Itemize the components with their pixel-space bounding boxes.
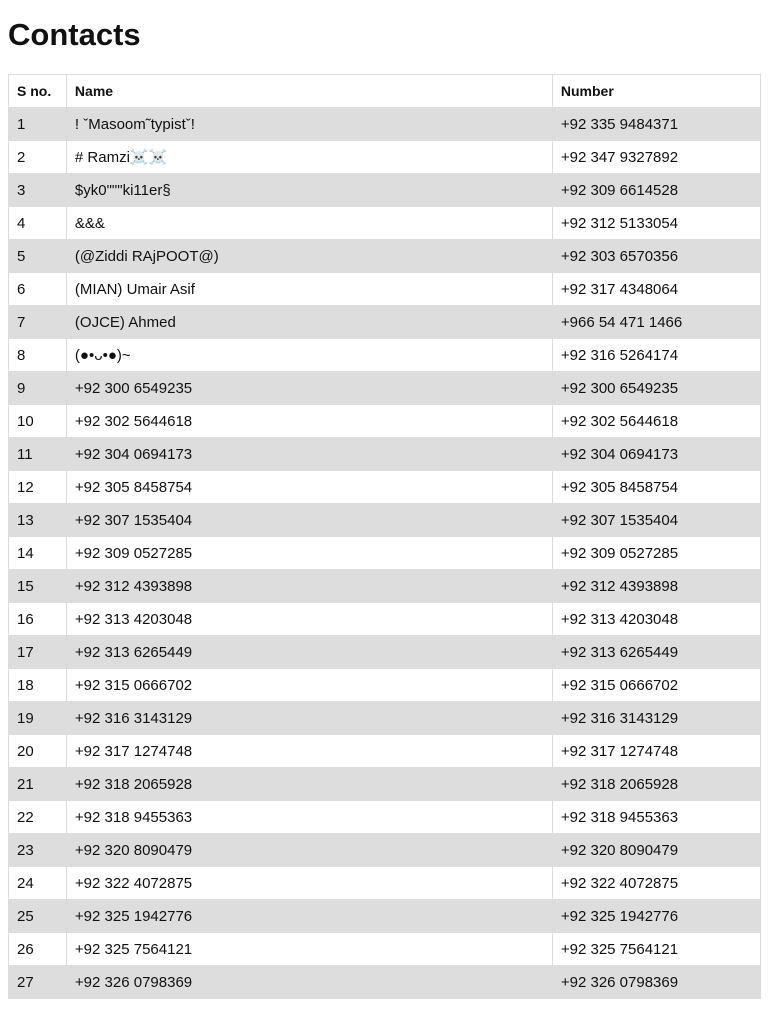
cell-sno: 3 [9, 174, 67, 207]
cell-sno: 19 [9, 702, 67, 735]
header-number: Number [552, 75, 760, 108]
cell-name: (@Ziddi RAjPOOT@) [66, 240, 552, 273]
cell-name: (MIAN) Umair Asif [66, 273, 552, 306]
cell-number: +92 305 8458754 [552, 471, 760, 504]
cell-sno: 22 [9, 801, 67, 834]
table-row [9, 636, 761, 669]
cell-name: ! ˇMasoom˜typistˇ! [66, 108, 552, 141]
cell-sno: 21 [9, 768, 67, 801]
cell-name: +92 325 1942776 [66, 900, 552, 933]
table-row [9, 801, 761, 834]
cell-number: +92 300 6549235 [552, 372, 760, 405]
cell-sno: 26 [9, 933, 67, 966]
cell-name: +92 313 6265449 [66, 636, 552, 669]
cell-number: +92 325 7564121 [552, 933, 760, 966]
page-title: Contacts [8, 17, 141, 52]
cell-name: (OJCE) Ahmed [66, 306, 552, 339]
table-row [9, 504, 761, 537]
table-row [9, 900, 761, 933]
table-row [9, 537, 761, 570]
cell-name: +92 312 4393898 [66, 570, 552, 603]
header-sno: S no. [9, 75, 67, 108]
table-row [9, 207, 761, 240]
cell-name: +92 302 5644618 [66, 405, 552, 438]
cell-name: +92 325 7564121 [66, 933, 552, 966]
cell-sno: 15 [9, 570, 67, 603]
table-row [9, 702, 761, 735]
cell-name: +92 309 0527285 [66, 537, 552, 570]
cell-name: +92 305 8458754 [66, 471, 552, 504]
cell-sno: 18 [9, 669, 67, 702]
cell-name: +92 326 0798369 [66, 966, 552, 999]
cell-number: +92 320 8090479 [552, 834, 760, 867]
cell-sno: 25 [9, 900, 67, 933]
cell-name: +92 318 2065928 [66, 768, 552, 801]
cell-number: +92 309 6614528 [552, 174, 760, 207]
header-row [9, 75, 761, 108]
cell-number: +92 303 6570356 [552, 240, 760, 273]
table-body [9, 108, 761, 999]
table-row [9, 306, 761, 339]
table-row [9, 933, 761, 966]
table-row [9, 438, 761, 471]
cell-number: +92 309 0527285 [552, 537, 760, 570]
cell-number: +92 313 4203048 [552, 603, 760, 636]
cell-name: +92 320 8090479 [66, 834, 552, 867]
table-row [9, 966, 761, 999]
cell-number: +92 322 4072875 [552, 867, 760, 900]
cell-sno: 13 [9, 504, 67, 537]
cell-number: +92 304 0694173 [552, 438, 760, 471]
table-row [9, 372, 761, 405]
cell-name: +92 315 0666702 [66, 669, 552, 702]
cell-number: +92 335 9484371 [552, 108, 760, 141]
cell-sno: 9 [9, 372, 67, 405]
header-name: Name [66, 75, 552, 108]
cell-number: +92 312 4393898 [552, 570, 760, 603]
cell-number: +92 347 9327892 [552, 141, 760, 174]
cell-sno: 17 [9, 636, 67, 669]
table-row [9, 471, 761, 504]
cell-name: &&& [66, 207, 552, 240]
table-row [9, 669, 761, 702]
cell-number: +92 312 5133054 [552, 207, 760, 240]
cell-sno: 2 [9, 141, 67, 174]
cell-sno: 27 [9, 966, 67, 999]
table-row [9, 174, 761, 207]
cell-number: +92 317 1274748 [552, 735, 760, 768]
table-row [9, 339, 761, 372]
cell-number: +966 54 471 1466 [552, 306, 760, 339]
cell-number: +92 315 0666702 [552, 669, 760, 702]
cell-name: +92 304 0694173 [66, 438, 552, 471]
table-row [9, 273, 761, 306]
cell-number: +92 307 1535404 [552, 504, 760, 537]
cell-name: +92 318 9455363 [66, 801, 552, 834]
cell-number: +92 318 9455363 [552, 801, 760, 834]
cell-sno: 4 [9, 207, 67, 240]
cell-sno: 7 [9, 306, 67, 339]
cell-number: +92 313 6265449 [552, 636, 760, 669]
cell-number: +92 326 0798369 [552, 966, 760, 999]
cell-sno: 20 [9, 735, 67, 768]
cell-sno: 14 [9, 537, 67, 570]
cell-name: +92 313 4203048 [66, 603, 552, 636]
cell-sno: 23 [9, 834, 67, 867]
contacts-table [8, 74, 761, 999]
cell-sno: 16 [9, 603, 67, 636]
cell-sno: 24 [9, 867, 67, 900]
cell-number: +92 325 1942776 [552, 900, 760, 933]
cell-number: +92 302 5644618 [552, 405, 760, 438]
table-row [9, 141, 761, 174]
cell-number: +92 316 5264174 [552, 339, 760, 372]
table-row [9, 735, 761, 768]
table-header [9, 75, 761, 108]
table-row [9, 570, 761, 603]
cell-number: +92 318 2065928 [552, 768, 760, 801]
table-row [9, 603, 761, 636]
cell-sno: 1 [9, 108, 67, 141]
cell-name: +92 316 3143129 [66, 702, 552, 735]
table-row [9, 867, 761, 900]
cell-sno: 12 [9, 471, 67, 504]
table-row [9, 108, 761, 141]
cell-sno: 8 [9, 339, 67, 372]
cell-sno: 5 [9, 240, 67, 273]
cell-name: +92 300 6549235 [66, 372, 552, 405]
table-row [9, 405, 761, 438]
cell-number: +92 317 4348064 [552, 273, 760, 306]
cell-name: (●•ᴗ•●)~ [66, 339, 552, 372]
cell-name: +92 317 1274748 [66, 735, 552, 768]
cell-number: +92 316 3143129 [552, 702, 760, 735]
cell-sno: 11 [9, 438, 67, 471]
cell-name: +92 307 1535404 [66, 504, 552, 537]
table-row [9, 240, 761, 273]
table-row [9, 834, 761, 867]
table-row [9, 768, 761, 801]
cell-name: +92 322 4072875 [66, 867, 552, 900]
cell-sno: 10 [9, 405, 67, 438]
cell-name: $yk0"""ki11er§ [66, 174, 552, 207]
cell-sno: 6 [9, 273, 67, 306]
cell-name: # Ramzi☠️☠️ [66, 141, 552, 174]
